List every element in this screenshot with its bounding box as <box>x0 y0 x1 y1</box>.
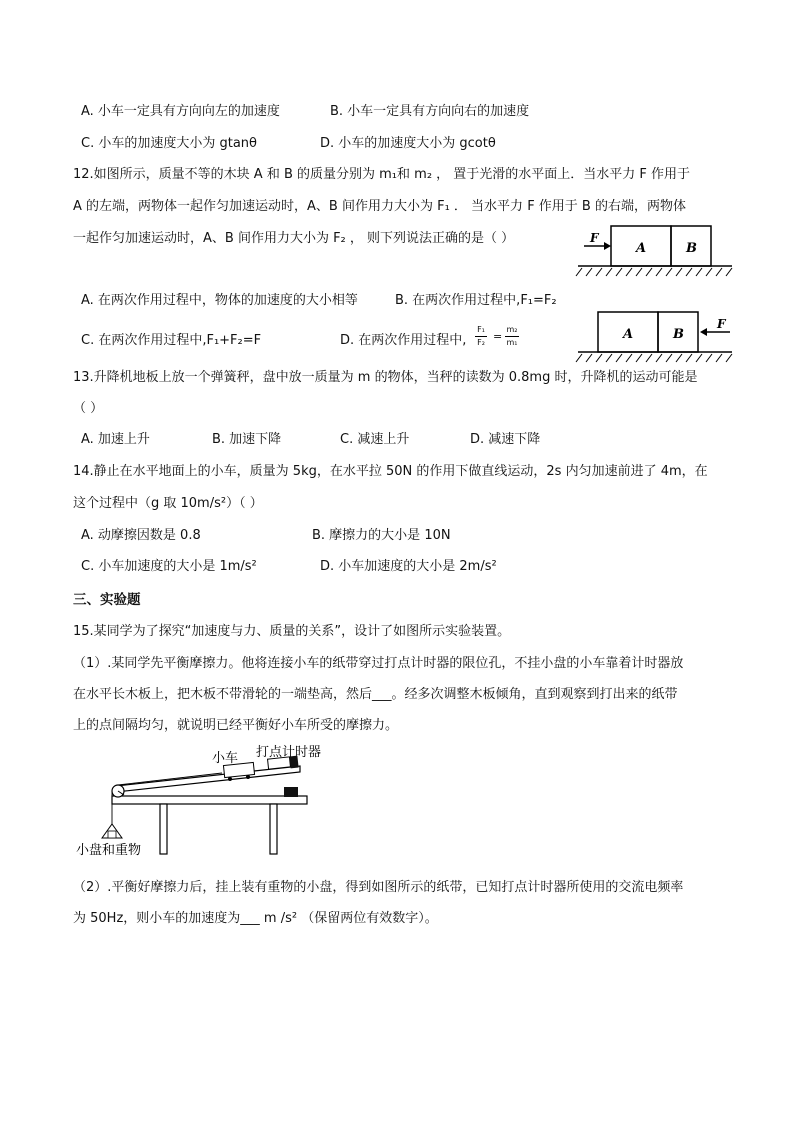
block-a-label: A <box>623 327 634 342</box>
q12-figure-push-right <box>574 308 734 366</box>
q12-stem-line3: 一起作匀加速运动时，A、B 间作用力大小为 F₂ ， 则下列说法正确的是（ ） <box>73 231 515 246</box>
q14-option-a: A. 动摩擦因数是 0.8 <box>81 528 201 543</box>
timer-label: 打点计时器 <box>256 745 322 760</box>
q15-part2-line1: （2）.平衡好摩擦力后，挂上装有重物的小盘，得到如图所示的纸带，已知打点计时器所使用的交流电频率 <box>73 880 684 895</box>
q11-option-b: B. 小车一定具有方向向右的加速度 <box>330 104 530 119</box>
table-leg <box>270 804 277 854</box>
q13-option-c: C. 减速上升 <box>340 432 410 447</box>
q15-part1-line3: 上的点间隔均匀，就说明已经平衡好小车所受的摩擦力。 <box>73 718 399 733</box>
q14-option-c: C. 小车加速度的大小是 1m/s² <box>81 559 257 574</box>
cart-label: 小车 <box>212 751 239 766</box>
block-b-label: B <box>686 241 697 256</box>
fraction-1-denominator: F₂ <box>477 338 485 347</box>
section-heading: 三、实验题 <box>73 592 141 608</box>
q13-stem-line1: 13.升降机地板上放一个弹簧秤，盘中放一质量为 m 的物体，当秤的读数为 0.8mg 时，升降机的运动可能是 <box>73 370 698 385</box>
equals-sign: = <box>493 330 503 343</box>
fraction-2-denominator: m₁ <box>506 338 518 347</box>
q12-stem-line1: 12.如图所示，质量不等的木块 A 和 B 的质量分别为 m₁和 m₂ ， 置于光滑的水平面上．当水平力 F 作用于 <box>73 167 691 182</box>
q11-option-a: A. 小车一定具有方向向左的加速度 <box>81 104 280 119</box>
q13-option-b: B. 加速下降 <box>212 432 282 447</box>
block-a-label: A <box>636 241 647 256</box>
q12-option-b: B. 在两次作用过程中,F₁=F₂ <box>395 293 557 308</box>
q15-part2-line2: 为 50Hz，则小车的加速度为___ m /s² （保留两位有效数字）。 <box>73 911 438 926</box>
q14-stem-line1: 14.静止在水平地面上的小车，质量为 5kg，在水平拉 50N 的作用下做直线运动，2s 内匀加速前进了 4m，在 <box>73 464 708 479</box>
table-leg <box>160 804 167 854</box>
q13-option-d: D. 减速下降 <box>470 432 541 447</box>
q15-part1-line1: （1）.某同学先平衡摩擦力。他将连接小车的纸带穿过打点计时器的限位孔，不挂小盘的小车靠着计时器放 <box>73 656 684 671</box>
q13-stem-line2: （ ） <box>73 401 104 416</box>
weight-label: 小盘和重物 <box>76 843 142 858</box>
q11-option-d: D. 小车的加速度大小为 gcotθ <box>320 136 496 151</box>
q12-stem-line2: A 的左端，两物体一起作匀加速运动时，A、B 间作用力大小为 F₁ ． 当水平力 F 作用于 B 的右端，两物体 <box>73 199 686 214</box>
q12-option-a: A. 在两次作用过程中，物体的加速度的大小相等 <box>81 293 358 308</box>
q12-option-d: D. 在两次作用过程中, <box>340 333 467 348</box>
wedge-block <box>284 787 298 797</box>
q12-option-c: C. 在两次作用过程中,F₁+F₂=F <box>81 333 262 348</box>
q13-option-a: A. 加速上升 <box>81 432 150 447</box>
q11-option-c: C. 小车的加速度大小为 gtanθ <box>81 136 257 151</box>
q14-stem-line2: 这个过程中（g 取 10m/s²）（ ） <box>73 496 263 511</box>
fraction-1-numerator: F₁ <box>477 325 485 334</box>
q14-option-b: B. 摩擦力的大小是 10N <box>312 528 451 543</box>
q15-stem: 15.某同学为了探究“加速度与力、质量的关系”，设计了如图所示实验装置。 <box>73 624 511 639</box>
table-top <box>112 796 307 804</box>
q14-option-d: D. 小车加速度的大小是 2m/s² <box>320 559 497 574</box>
fraction-2-numerator: m₂ <box>506 325 518 334</box>
q15-apparatus-figure <box>72 742 342 860</box>
q12-option-d-formula <box>475 325 535 355</box>
q15-part1-line2: 在水平长木板上，把木板不带滑轮的一端垫高，然后___。经多次调整木板倾角，直到观察到打出来的纸带 <box>73 687 678 702</box>
q12-figure-push-left <box>574 222 734 282</box>
force-label: F <box>717 317 726 331</box>
long-board <box>116 766 300 792</box>
block-b-label: B <box>673 327 684 342</box>
force-label: F <box>590 231 599 245</box>
